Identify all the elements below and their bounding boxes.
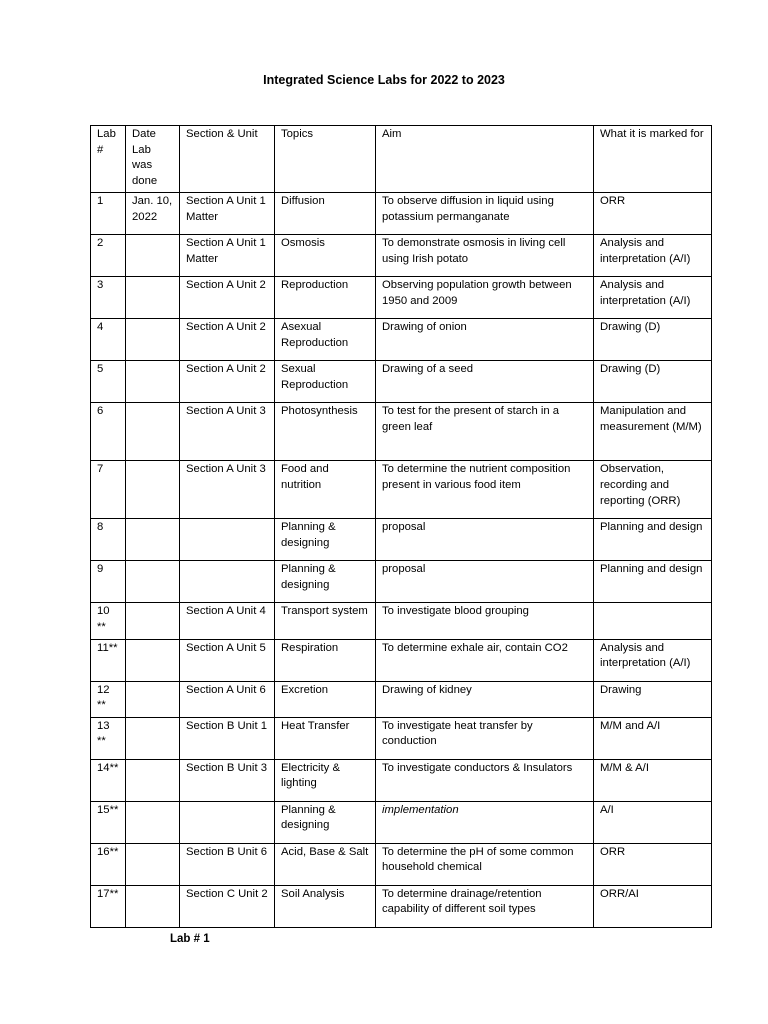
cell-aim: proposal <box>376 519 594 561</box>
table-row <box>91 561 712 603</box>
cell-topic: Electricity & lighting <box>275 759 376 801</box>
table-row <box>91 885 712 927</box>
table-row <box>91 639 712 681</box>
cell-topic: Osmosis <box>275 235 376 277</box>
cell-date <box>126 843 180 885</box>
cell-aim: Drawing of kidney <box>376 681 594 717</box>
cell-marked-for: Manipulation and measurement (M/M) <box>594 403 712 461</box>
cell-marked-for: Observation, recording and reporting (ORR) <box>594 461 712 519</box>
cell-section-unit: Section C Unit 2 <box>180 885 275 927</box>
cell-date <box>126 561 180 603</box>
cell-section-unit: Section A Unit 4 <box>180 603 275 639</box>
cell-section-unit: Section A Unit 2 <box>180 361 275 403</box>
cell-lab-number: 9 <box>91 561 126 603</box>
cell-marked-for: ORR <box>594 193 712 235</box>
cell-date <box>126 461 180 519</box>
cell-marked-for: A/I <box>594 801 712 843</box>
cell-marked-for: Drawing <box>594 681 712 717</box>
cell-aim: To investigate heat transfer by conduction <box>376 717 594 759</box>
cell-marked-for: ORR <box>594 843 712 885</box>
cell-lab-number: 7 <box>91 461 126 519</box>
cell-aim: implementation <box>376 801 594 843</box>
cell-marked-for: ORR/AI <box>594 885 712 927</box>
cell-marked-for: Analysis and interpretation (A/I) <box>594 235 712 277</box>
cell-marked-for: Planning and design <box>594 519 712 561</box>
cell-lab-number: 14** <box>91 759 126 801</box>
cell-date <box>126 759 180 801</box>
cell-section-unit: Section A Unit 3 <box>180 461 275 519</box>
cell-marked-for: Planning and design <box>594 561 712 603</box>
table-row <box>91 681 712 717</box>
cell-topic: Food and nutrition <box>275 461 376 519</box>
cell-topic: Asexual Reproduction <box>275 319 376 361</box>
cell-aim: To determine the pH of some common household chemical <box>376 843 594 885</box>
cell-section-unit: Section A Unit 1 Matter <box>180 193 275 235</box>
cell-aim: Drawing of onion <box>376 319 594 361</box>
cell-date <box>126 717 180 759</box>
cell-topic: Heat Transfer <box>275 717 376 759</box>
table-row <box>91 235 712 277</box>
cell-aim: proposal <box>376 561 594 603</box>
cell-lab-number: 11** <box>91 639 126 681</box>
table-row <box>91 403 712 461</box>
header-section-unit: Section & Unit <box>180 126 275 193</box>
cell-aim: To investigate blood grouping <box>376 603 594 639</box>
cell-topic: Planning & designing <box>275 561 376 603</box>
cell-lab-number: 5 <box>91 361 126 403</box>
document-title: Integrated Science Labs for 2022 to 2023 <box>263 73 505 87</box>
cell-marked-for: Analysis and interpretation (A/I) <box>594 277 712 319</box>
table-row <box>91 801 712 843</box>
cell-marked-for: Analysis and interpretation (A/I) <box>594 639 712 681</box>
cell-section-unit: Section B Unit 1 <box>180 717 275 759</box>
cell-lab-number: 2 <box>91 235 126 277</box>
cell-topic: Diffusion <box>275 193 376 235</box>
cell-marked-for: Drawing (D) <box>594 361 712 403</box>
cell-aim: To observe diffusion in liquid using potassium permanganate <box>376 193 594 235</box>
cell-aim: To determine exhale air, contain CO2 <box>376 639 594 681</box>
table-row <box>91 277 712 319</box>
table-row <box>91 193 712 235</box>
cell-date <box>126 361 180 403</box>
lab-heading: Lab # 1 <box>170 933 210 945</box>
cell-date <box>126 519 180 561</box>
cell-lab-number: 12 ** <box>91 681 126 717</box>
cell-topic: Planning & designing <box>275 519 376 561</box>
cell-section-unit: Section A Unit 3 <box>180 403 275 461</box>
table-row <box>91 603 712 639</box>
table-row <box>91 717 712 759</box>
cell-aim: Drawing of a seed <box>376 361 594 403</box>
cell-lab-number: 1 <box>91 193 126 235</box>
cell-topic: Planning & designing <box>275 801 376 843</box>
table-row <box>91 843 712 885</box>
table-row <box>91 319 712 361</box>
cell-section-unit: Section A Unit 2 <box>180 319 275 361</box>
cell-lab-number: 16** <box>91 843 126 885</box>
cell-marked-for: M/M & A/I <box>594 759 712 801</box>
cell-section-unit: Section A Unit 5 <box>180 639 275 681</box>
cell-topic: Sexual Reproduction <box>275 361 376 403</box>
header-topics: Topics <box>275 126 376 193</box>
cell-section-unit: Section A Unit 2 <box>180 277 275 319</box>
cell-date <box>126 885 180 927</box>
cell-date <box>126 235 180 277</box>
cell-lab-number: 6 <box>91 403 126 461</box>
cell-aim: To determine the nutrient composition present in various food item <box>376 461 594 519</box>
cell-date <box>126 319 180 361</box>
cell-section-unit: Section A Unit 6 <box>180 681 275 717</box>
cell-date <box>126 603 180 639</box>
table-row <box>91 759 712 801</box>
header-lab-number: Lab # <box>91 126 126 193</box>
cell-topic: Reproduction <box>275 277 376 319</box>
cell-aim: To test for the present of starch in a green leaf <box>376 403 594 461</box>
cell-topic: Transport system <box>275 603 376 639</box>
cell-section-unit: Section B Unit 3 <box>180 759 275 801</box>
cell-lab-number: 17** <box>91 885 126 927</box>
cell-section-unit: Section A Unit 1 Matter <box>180 235 275 277</box>
cell-date <box>126 801 180 843</box>
cell-aim: To determine drainage/retention capability of different soil types <box>376 885 594 927</box>
cell-aim: Observing population growth between 1950 and 2009 <box>376 277 594 319</box>
cell-lab-number: 13 ** <box>91 717 126 759</box>
cell-section-unit <box>180 561 275 603</box>
cell-topic: Excretion <box>275 681 376 717</box>
cell-date <box>126 277 180 319</box>
labs-table <box>90 125 712 928</box>
cell-topic: Photosynthesis <box>275 403 376 461</box>
header-aim: Aim <box>376 126 594 193</box>
cell-section-unit: Section B Unit 6 <box>180 843 275 885</box>
header-date: Date Lab was done <box>126 126 180 193</box>
header-marked-for: What it is marked for <box>594 126 712 193</box>
cell-marked-for <box>594 603 712 639</box>
cell-aim: To demonstrate osmosis in living cell using Irish potato <box>376 235 594 277</box>
cell-aim: To investigate conductors & Insulators <box>376 759 594 801</box>
cell-lab-number: 15** <box>91 801 126 843</box>
table-row <box>91 461 712 519</box>
cell-topic: Soil Analysis <box>275 885 376 927</box>
cell-topic: Acid, Base & Salt <box>275 843 376 885</box>
cell-date: Jan. 10, 2022 <box>126 193 180 235</box>
cell-lab-number: 8 <box>91 519 126 561</box>
cell-date <box>126 403 180 461</box>
cell-section-unit <box>180 801 275 843</box>
cell-marked-for: Drawing (D) <box>594 319 712 361</box>
cell-lab-number: 10 ** <box>91 603 126 639</box>
cell-topic: Respiration <box>275 639 376 681</box>
table-row <box>91 519 712 561</box>
cell-lab-number: 4 <box>91 319 126 361</box>
cell-lab-number: 3 <box>91 277 126 319</box>
table-header-row <box>91 126 712 193</box>
cell-date <box>126 681 180 717</box>
cell-marked-for: M/M and A/I <box>594 717 712 759</box>
cell-date <box>126 639 180 681</box>
table-row <box>91 361 712 403</box>
cell-section-unit <box>180 519 275 561</box>
